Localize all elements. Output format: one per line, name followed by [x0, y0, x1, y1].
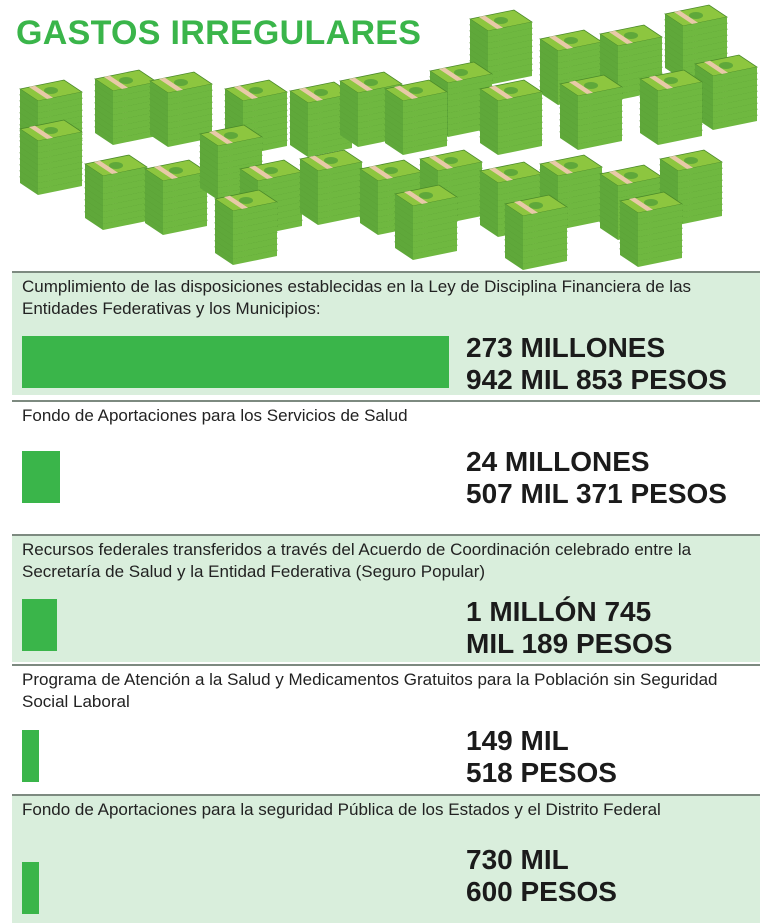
category-label: Fondo de Aportaciones para los Servicios de Salud [22, 406, 408, 425]
category-label: Programa de Atención a la Salud y Medicamentos Gratuitos para la Población sin Seguridad Social Laboral [22, 670, 718, 711]
bar [22, 336, 449, 388]
header-illustration [0, 0, 768, 270]
bar [22, 862, 39, 914]
chart-row-fondo-servicios-salud [12, 400, 760, 532]
chart-row-ley-disciplina-financiera [12, 271, 760, 395]
bar [22, 451, 60, 503]
category-label: Cumplimiento de las disposiciones establecidas en la Ley de Disciplina Financiera de las Entidades Federativas y los Municipios: [22, 277, 692, 318]
bar [22, 599, 57, 651]
page-title: GASTOS IRREGULARES [16, 14, 422, 52]
chart-row-seguridad-publica [12, 794, 760, 923]
bar [22, 730, 39, 782]
data-label: 1 MILLÓN 745 MIL 189 PESOS [466, 596, 673, 659]
data-label: 730 MIL 600 PESOS [466, 844, 617, 907]
data-label: 149 MIL 518 PESOS [466, 725, 617, 788]
data-label: 273 MILLONES 942 MIL 853 PESOS [466, 332, 727, 395]
chart-row-programa-salud-medicamentos [12, 664, 760, 792]
chart-row-seguro-popular [12, 534, 760, 662]
category-label: Recursos federales transferidos a través del Acuerdo de Coordinación celebrado entre la Secretaría de Salud y la Entidad Federativa (Seguro Popular) [22, 540, 692, 581]
category-label: Fondo de Aportaciones para la seguridad Pública de los Estados y el Distrito Federal [22, 800, 661, 819]
data-label: 24 MILLONES 507 MIL 371 PESOS [466, 446, 727, 509]
